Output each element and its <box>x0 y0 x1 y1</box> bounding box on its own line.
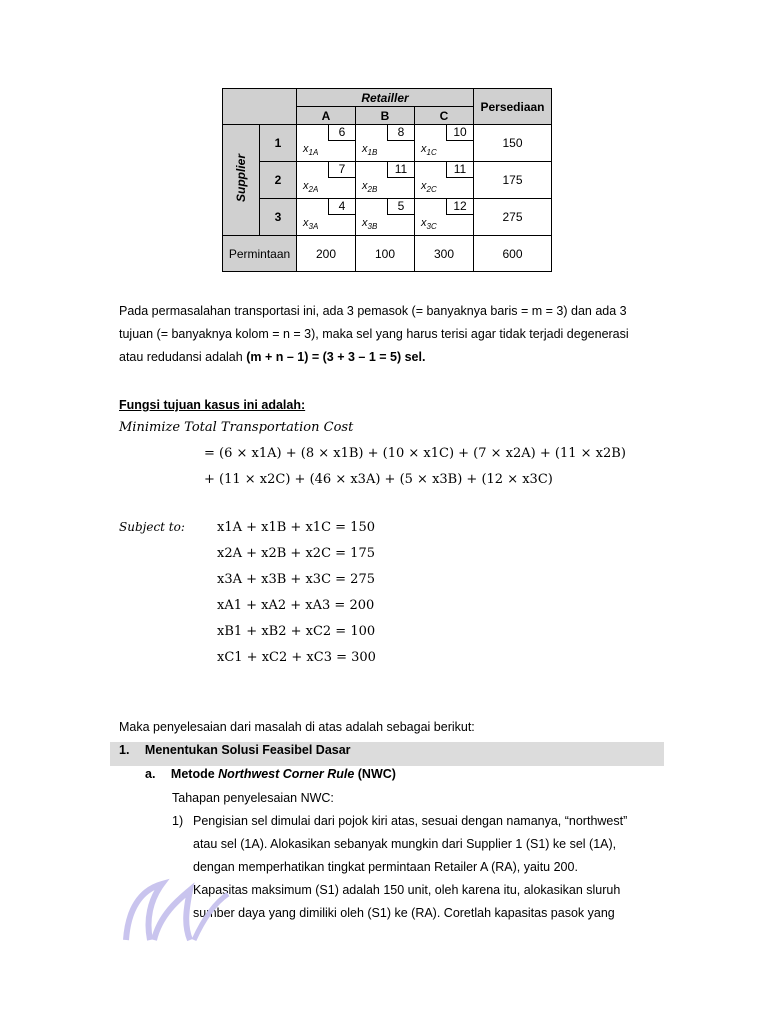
var-2c: $x_{2C}$ <box>421 179 437 194</box>
subject-to-label: Subject to: <box>119 520 185 534</box>
var-3a: $x_{3A}$ <box>303 216 319 231</box>
section-title: Menentukan Solusi Feasibel Dasar <box>144 743 351 757</box>
constraint-1: x1A + x1B + x1C = 150 <box>217 520 375 535</box>
cost-1a: 6 <box>328 125 355 141</box>
step-line: Kapasitas maksimum (S1) adalah 150 unit, oleh karena itu, alokasikan sluruh <box>193 883 621 897</box>
cost-1c: 10 <box>446 125 473 141</box>
supply-2: 175 <box>474 162 552 199</box>
step-line: dengan memperhatikan tingkat permintaan Retailer A (RA), yaitu 200. <box>193 860 578 874</box>
cost-2b: 11 <box>387 162 414 178</box>
demand-label: Permintaan <box>223 236 297 272</box>
retailer-header: Retailler <box>297 89 474 107</box>
solution-intro: Maka penyelesaian dari masalah di atas adalah sebagai berikut: <box>119 720 475 734</box>
supply-1: 150 <box>474 125 552 162</box>
cost-2c: 11 <box>446 162 473 178</box>
cell-3a <box>297 199 356 236</box>
column-header-b: B <box>356 107 415 125</box>
step-line: atau sel (1A). Alokasikan sebanyak mungkin dari Supplier 1 (S1) ke sel (1A), <box>193 837 617 851</box>
constraint-6: xC1 + xC2 + xC3 = 300 <box>217 650 376 665</box>
step-text <box>193 810 664 925</box>
var-1c: $x_{1C}$ <box>421 142 437 157</box>
constraint-3: x3A + x3B + x3C = 275 <box>217 572 375 587</box>
step-number: 1) <box>172 814 184 828</box>
step-line: sumber daya yang dimiliki oleh (S1) ke (RA). Coretlah kapasitas pasok yang <box>193 906 615 920</box>
paragraph-line: Pada permasalahan transportasi ini, ada 3 pemasok (= banyaknya baris = m = 3) dan ada 3 <box>119 304 627 318</box>
cell-1b <box>356 125 415 162</box>
demand-b: 100 <box>356 236 415 272</box>
step-line: Pengisian sel dimulai dari pojok kiri atas, sesuai dengan namanya, “northwest” <box>193 814 628 828</box>
cell-3c <box>415 199 474 236</box>
cost-2a: 7 <box>328 162 355 178</box>
table-corner <box>223 89 297 125</box>
paragraph-line: tujuan (= banyaknya kolom = n = 3), maka sel yang harus terisi agar tidak terjadi degenerasi <box>119 327 629 341</box>
supplier-label: Supplier <box>234 154 248 203</box>
degeneracy-paragraph <box>119 300 664 369</box>
section-heading <box>119 739 664 762</box>
supplier-label-cell <box>223 125 260 236</box>
steps-intro: Tahapan penyelesaian NWC: <box>172 791 334 805</box>
column-header-a: A <box>297 107 356 125</box>
cell-2c <box>415 162 474 199</box>
transportation-table <box>222 88 552 272</box>
supply-3: 275 <box>474 199 552 236</box>
objective-line-2: + (11 × x2C) + (46 × x3A) + (5 × x3B) + (12 × x3C) <box>204 472 553 487</box>
row-label-2: 2 <box>260 162 297 199</box>
subsection-letter: a. <box>145 767 156 781</box>
cell-1c <box>415 125 474 162</box>
cell-1a <box>297 125 356 162</box>
var-1b: $x_{1B}$ <box>362 142 378 157</box>
var-2a: $x_{2A}$ <box>303 179 319 194</box>
demand-a: 200 <box>297 236 356 272</box>
total-supply-demand: 600 <box>474 236 552 272</box>
var-2b: $x_{2B}$ <box>362 179 378 194</box>
cell-2b <box>356 162 415 199</box>
column-header-c: C <box>415 107 474 125</box>
cost-3c: 12 <box>446 199 473 215</box>
cell-2a <box>297 162 356 199</box>
cost-3a: 4 <box>328 199 355 215</box>
constraint-4: xA1 + xA2 + xA3 = 200 <box>217 598 375 613</box>
objective-title: Minimize Total Transportation Cost <box>119 420 354 435</box>
var-3c: $x_{3C}$ <box>421 216 437 231</box>
row-label-1: 1 <box>260 125 297 162</box>
var-1a: $x_{1A}$ <box>303 142 319 157</box>
objective-line-1: = (6 × x1A) + (8 × x1B) + (10 × x1C) + (7 × x2A) + (11 × x2B) <box>204 446 626 461</box>
demand-c: 300 <box>415 236 474 272</box>
watermark-logo <box>120 870 240 945</box>
objective-heading: Fungsi tujuan kasus ini adalah: <box>119 398 306 412</box>
constraint-2: x2A + x2B + x2C = 175 <box>217 546 375 561</box>
row-label-3: 3 <box>260 199 297 236</box>
paragraph-line: atau redudansi adalah (m + n – 1) = (3 + 3 – 1 = 5) sel. <box>119 350 426 364</box>
section-number: 1. <box>119 743 130 757</box>
var-3b: $x_{3B}$ <box>362 216 378 231</box>
supply-header: Persediaan <box>474 89 552 125</box>
cost-3b: 5 <box>387 199 414 215</box>
subsection-heading: a. Metode Northwest Corner Rule (NWC) <box>145 767 396 781</box>
cost-1b: 8 <box>387 125 414 141</box>
constraint-5: xB1 + xB2 + xC2 = 100 <box>217 624 376 639</box>
cell-3b <box>356 199 415 236</box>
